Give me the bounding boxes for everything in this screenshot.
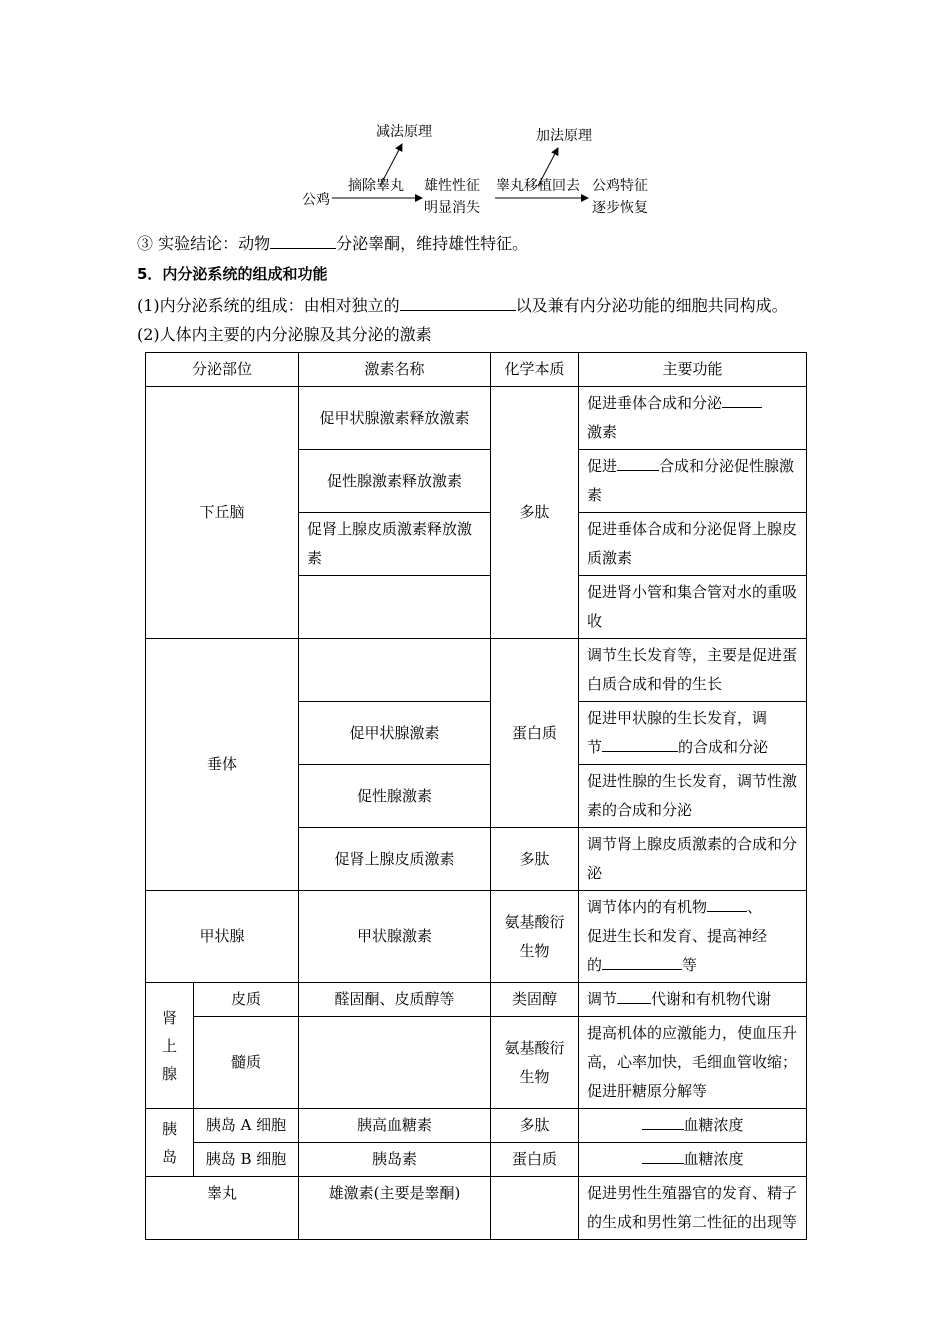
cell-thyroid: 甲状腺 (146, 891, 299, 983)
trait-lost-line2: 明显消失 (424, 200, 480, 216)
cell-crh: 促肾上腺皮质激素释放激素 (299, 513, 491, 576)
cell-thyroid-hormone: 甲状腺激素 (299, 891, 491, 983)
composition-post: 以及兼有内分泌功能的细胞共同构成。 (515, 296, 788, 315)
cell-islet (146, 1109, 194, 1177)
cell-alpha: 胰岛 A 细胞 (194, 1109, 299, 1143)
cell-f-medulla: 提高机体的应激能力，使血压升高，心率加快，毛细血管收缩；促进肝糖原分解等 (579, 1017, 807, 1109)
table-row (146, 387, 807, 450)
cell-insulin: 胰岛素 (299, 1143, 491, 1177)
header-function: 主要功能 (579, 353, 807, 387)
blank-trh[interactable] (722, 391, 762, 408)
blank-insulin[interactable] (642, 1147, 684, 1164)
table-row (146, 1177, 807, 1240)
header-nature: 化学本质 (491, 353, 579, 387)
subtract-principle-label: 减法原理 (376, 124, 432, 140)
islet-label: 胰岛 (161, 1119, 177, 1166)
f-trh-pre: 促进垂体合成和分泌 (587, 394, 723, 412)
cell-medulla: 髓质 (194, 1017, 299, 1109)
cell-f-acth: 调节肾上腺皮质激素的合成和分泌 (579, 828, 807, 891)
cell-blank-medulla[interactable] (299, 1017, 491, 1109)
conclusion-line (137, 232, 528, 255)
blank-glucagon[interactable] (642, 1113, 684, 1130)
cell-cortex-hormones: 醛固酮、皮质醇等 (299, 983, 491, 1017)
f-gnrh-post: 合成和分泌促性腺激素 (587, 457, 795, 504)
cell-f-th (579, 891, 807, 983)
cell-thyroid-nature: 氨基酸衍生物 (491, 891, 579, 983)
f-th-3a: 的 (587, 956, 603, 974)
cell-blank-adh[interactable] (299, 576, 491, 639)
header-site: 分泌部位 (146, 353, 299, 387)
f-tsh-2b: 的合成和分泌 (678, 738, 769, 756)
f-tsh-1: 促进甲状腺的生长发育，调 (587, 709, 768, 727)
cell-pit-protein: 蛋白质 (491, 639, 579, 828)
table-row (146, 1143, 807, 1177)
cell-f-crh: 促进垂体合成和分泌促肾上腺皮质激素 (579, 513, 807, 576)
cell-cortex-nature: 类固醇 (491, 983, 579, 1017)
cell-f-gnrh (579, 450, 807, 513)
experiment-flow-diagram (290, 118, 670, 228)
cell-f-cortex (579, 983, 807, 1017)
f-cortex-b: 代谢和有机物代谢 (651, 990, 772, 1008)
transplant-label: 睾丸移植回去 (496, 178, 580, 194)
adrenal-label: 肾上腺 (161, 1008, 177, 1083)
cell-gnrh: 促性腺激素释放激素 (299, 450, 491, 513)
blank-cortex[interactable] (617, 987, 651, 1004)
cell-trh: 促甲状腺激素释放激素 (299, 387, 491, 450)
table-row (146, 1017, 807, 1109)
cell-blank-gh[interactable] (299, 639, 491, 702)
endocrine-table (145, 352, 807, 1240)
cell-hypothalamus: 下丘脑 (146, 387, 299, 639)
blank-composition[interactable] (400, 294, 516, 311)
main-glands-line: (2)人体内主要的内分泌腺及其分泌的激素 (137, 325, 432, 344)
header-hormone: 激素名称 (299, 353, 491, 387)
table-row (146, 983, 807, 1017)
cell-gth: 促性腺激素 (299, 765, 491, 828)
recover-line2: 逐步恢复 (592, 200, 648, 216)
cell-blank-androgen-nature[interactable] (491, 1177, 579, 1240)
cell-glucagon-nature: 多肽 (491, 1109, 579, 1143)
cell-acth-peptide: 多肽 (491, 828, 579, 891)
table-row (146, 1109, 807, 1143)
conclusion-pre: ③ 实验结论：动物 (137, 234, 271, 253)
f-trh-post: 激素 (587, 423, 618, 441)
table-header-row (146, 353, 807, 387)
cell-f-gh: 调节生长发育等，主要是促进蛋白质合成和骨的生长 (579, 639, 807, 702)
cell-pituitary: 垂体 (146, 639, 299, 891)
composition-pre: (1)内分泌系统的组成：由相对独立的 (137, 296, 400, 315)
f-cortex-a: 调节 (587, 990, 618, 1008)
conclusion-post: 分泌睾酮，维持雄性特征。 (336, 234, 529, 253)
trait-lost-line1: 雄性性征 (424, 178, 480, 194)
cell-acth: 促肾上腺皮质激素 (299, 828, 491, 891)
f-th-1a: 调节体内的有机物 (587, 898, 708, 916)
cell-glucagon: 胰高血糖素 (299, 1109, 491, 1143)
remove-testes-label: 摘除睾丸 (348, 178, 404, 194)
section5-heading: 5．内分泌系统的组成和功能 (137, 265, 328, 283)
f-th-2: 促进生长和发育、提高神经 (587, 927, 768, 945)
composition-line (137, 294, 788, 317)
cell-f-insulin (579, 1143, 807, 1177)
cell-f-adh: 促进肾小管和集合管对水的重吸收 (579, 576, 807, 639)
add-principle-label: 加法原理 (536, 128, 592, 144)
f-th-3b: 等 (682, 956, 698, 974)
cell-f-gth: 促进性腺的生长发育，调节性激素的合成和分泌 (579, 765, 807, 828)
cell-f-trh (579, 387, 807, 450)
cell-f-glucagon (579, 1109, 807, 1143)
f-insulin: 血糖浓度 (683, 1150, 744, 1168)
blank-tsh[interactable] (602, 735, 678, 752)
cell-medulla-nature: 氨基酸衍生物 (491, 1017, 579, 1109)
cell-androgen: 雄激素(主要是睾酮) (299, 1177, 491, 1240)
blank-th-1[interactable] (707, 895, 747, 912)
rooster-label: 公鸡 (302, 192, 330, 208)
f-glucagon: 血糖浓度 (683, 1116, 744, 1134)
cell-beta: 胰岛 B 细胞 (194, 1143, 299, 1177)
cell-adrenal (146, 983, 194, 1109)
table-row (146, 639, 807, 702)
blank-th-2[interactable] (602, 953, 682, 970)
cell-insulin-nature: 蛋白质 (491, 1143, 579, 1177)
cell-testis: 睾丸 (146, 1177, 299, 1240)
cell-tsh: 促甲状腺激素 (299, 702, 491, 765)
table-row (146, 891, 807, 983)
recover-line1: 公鸡特征 (592, 178, 648, 194)
cell-f-androgen: 促进男性生殖器官的发育、精子的生成和男性第二性征的出现等 (579, 1177, 807, 1240)
f-th-1b: 、 (747, 898, 763, 916)
f-gnrh-pre: 促进 (587, 457, 618, 475)
f-tsh-2a: 节 (587, 738, 603, 756)
cell-cortex: 皮质 (194, 983, 299, 1017)
cell-f-tsh (579, 702, 807, 765)
blank-conclusion[interactable] (270, 232, 336, 249)
blank-gnrh[interactable] (617, 454, 659, 471)
cell-hypo-peptide: 多肽 (491, 387, 579, 639)
